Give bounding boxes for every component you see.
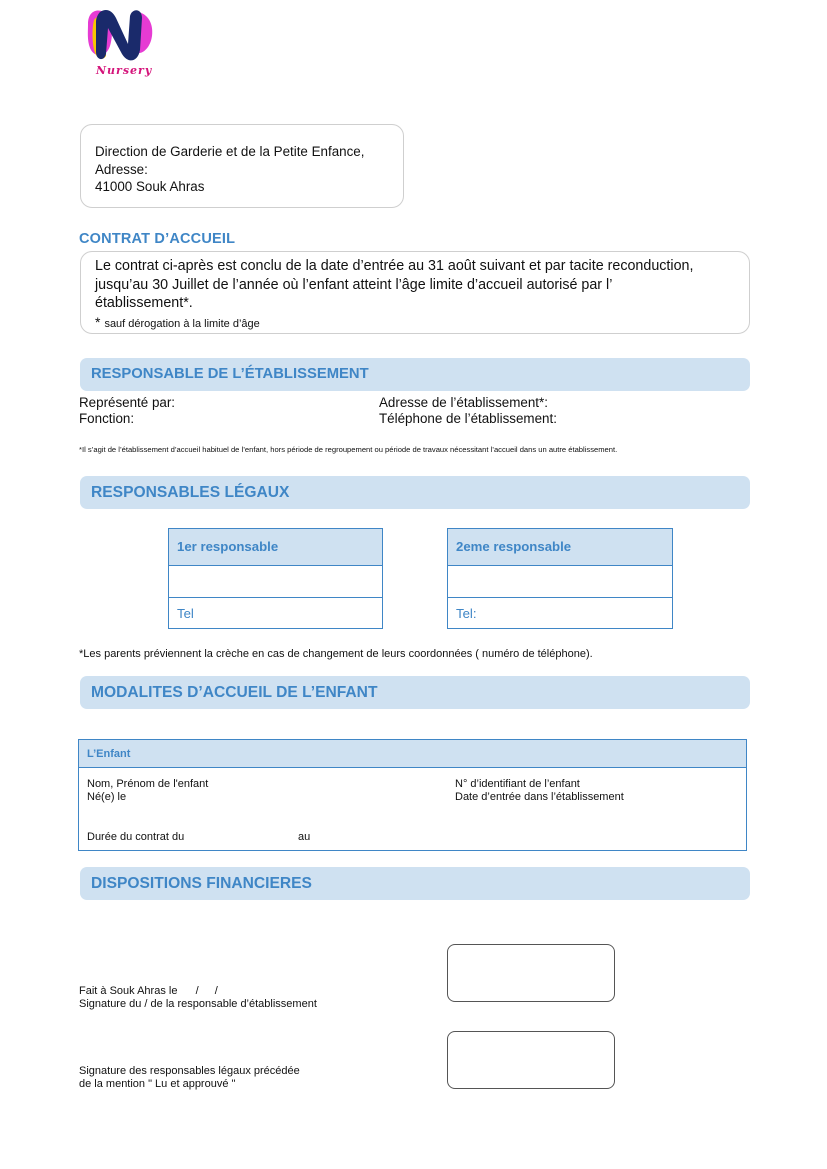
child-birth-label: Né(e) le <box>87 791 127 803</box>
place-date-line <box>79 985 218 997</box>
contract-title: CONTRAT D’ACCUEIL <box>79 231 236 247</box>
contract-duration-label: Durée du contrat du <box>87 831 185 843</box>
first-guardian-tel-field[interactable]: Tel <box>177 606 194 621</box>
child-name-label: Nom, Prénom de l'enfant <box>87 778 209 790</box>
address-box <box>80 124 404 208</box>
date-slash: / <box>195 985 199 997</box>
address-line: Adresse: <box>95 161 148 177</box>
contract-note-text: sauf dérogation à la limite d’âge <box>104 317 260 330</box>
legal-signature-label-line1: Signature des responsables légaux précédée <box>79 1065 300 1077</box>
legal-signature-label-line2: de la mention " Lu et approuvé " <box>79 1078 236 1090</box>
contract-duration-to-label: au <box>298 831 311 843</box>
contract-note-star: * <box>95 313 101 330</box>
establishment-footnote: *Il s’agit de l’établissement d’accueil habituel de l’enfant, hors période de regroupement ou période de travaux nécessitant l’accueil dans un autre établissement. <box>79 445 618 454</box>
first-guardian-table <box>168 528 383 629</box>
place-date-label: Fait à Souk Ahras le <box>79 985 178 997</box>
second-guardian-header: 2eme responsable <box>448 529 672 566</box>
establishment-section-header: RESPONSABLE DE L’ÉTABLISSEMENT <box>80 358 750 391</box>
establishment-signature-label: Signature du / de la responsable d’établissement <box>79 998 317 1010</box>
child-box-title: L’Enfant <box>79 740 746 768</box>
child-id-label: N° d’identifiant de l’enfant <box>455 778 580 790</box>
logo-mark-icon <box>84 6 160 68</box>
contract-line: établissement*. <box>95 295 193 311</box>
address-line: 41000 Souk Ahras <box>95 179 205 194</box>
establishment-signature-box[interactable] <box>447 944 615 1002</box>
contract-line: jusqu’au 30 Juillet de l’année où l’enfant atteint l’âge limite d’accueil autorisé par l’ <box>95 276 613 293</box>
nursery-logo <box>84 6 160 82</box>
address-line: Direction de Garderie et de la Petite Enfance, <box>95 144 365 159</box>
first-guardian-header: 1er responsable <box>169 529 382 566</box>
establishment-phone-label: Téléphone de l’établissement: <box>379 411 557 426</box>
establishment-address-label: Adresse de l’établissement*: <box>379 395 548 410</box>
logo-text: Nursery <box>96 64 153 77</box>
represented-by-label: Représenté par: <box>79 395 176 410</box>
legal-note: *Les parents préviennent la crèche en cas de changement de leurs coordonnées ( numéro de téléphone). <box>79 648 593 660</box>
second-guardian-table <box>447 528 673 629</box>
financial-section-header: DISPOSITIONS FINANCIERES <box>80 867 750 900</box>
contract-note <box>95 313 735 334</box>
first-guardian-name-field[interactable] <box>169 566 382 598</box>
child-box <box>78 739 747 851</box>
second-guardian-tel-field[interactable]: Tel: <box>456 606 477 621</box>
contract-intro-box <box>80 251 750 334</box>
date-slash: / <box>214 985 218 997</box>
legal-section-header: RESPONSABLES LÉGAUX <box>80 476 750 509</box>
legal-signature-box[interactable] <box>447 1031 615 1089</box>
function-label: Fonction: <box>79 411 135 426</box>
child-section-header: MODALITES D’ACCUEIL DE L’ENFANT <box>80 676 750 709</box>
contract-line: Le contrat ci-après est conclu de la date d’entrée au 31 août suivant et par tacite reconduction, <box>95 258 694 274</box>
child-entry-date-label: Date d’entrée dans l’établissement <box>455 791 624 803</box>
second-guardian-name-field[interactable] <box>448 566 672 598</box>
